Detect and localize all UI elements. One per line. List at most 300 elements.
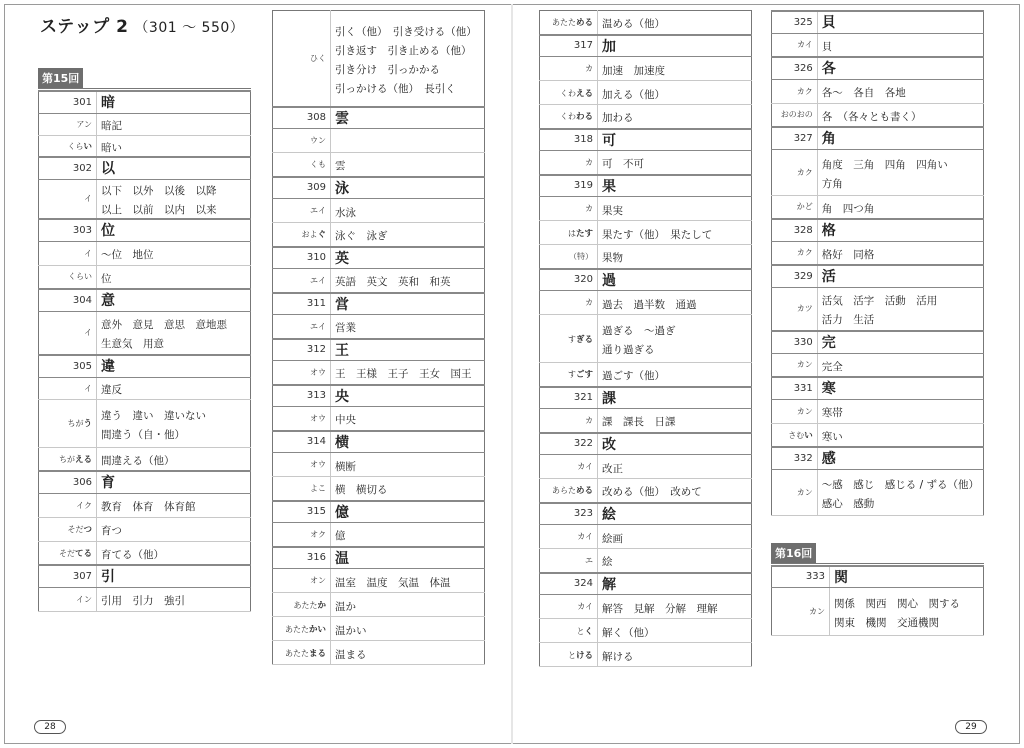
reading-cell bbox=[39, 241, 97, 265]
example-line: 王 王様 王子 王女 国王 bbox=[335, 368, 472, 381]
reading-row bbox=[540, 57, 752, 81]
reading: イ bbox=[84, 383, 92, 393]
reading-row bbox=[772, 149, 984, 195]
okurigana: まる bbox=[308, 648, 326, 659]
reading: くも bbox=[310, 159, 326, 169]
kanji-entry-header bbox=[772, 219, 984, 241]
reading: くわ bbox=[559, 112, 576, 122]
lesson-label: 第16回 bbox=[771, 543, 816, 563]
reading-row bbox=[772, 353, 984, 377]
example-words bbox=[97, 377, 251, 399]
example-words bbox=[331, 523, 485, 547]
kanji-entry-header bbox=[772, 331, 984, 353]
example-line: 各～ 各自 各地 bbox=[821, 87, 906, 99]
kanji-number: 319 bbox=[540, 175, 598, 197]
kanji-number: 329 bbox=[772, 265, 818, 287]
reading: イク bbox=[76, 500, 92, 510]
page-number-left: 28 bbox=[34, 720, 66, 734]
reading-row bbox=[273, 153, 485, 177]
reading-cell bbox=[273, 453, 331, 477]
reading-row bbox=[540, 151, 752, 175]
reading-cell bbox=[772, 149, 818, 195]
reading-row bbox=[273, 523, 485, 547]
example-line: 過去 過半数 通過 bbox=[602, 298, 697, 311]
example-words bbox=[598, 363, 752, 387]
reading: エ bbox=[585, 555, 593, 565]
kanji-entry-header bbox=[39, 471, 251, 493]
kanji-column-3 bbox=[539, 10, 752, 667]
reading: カ bbox=[585, 204, 593, 213]
example-line: 格好 同格 bbox=[821, 248, 875, 261]
reading: かど bbox=[796, 202, 813, 212]
kanji-character: 以 bbox=[97, 157, 251, 179]
reading-row bbox=[273, 407, 485, 431]
reading-row bbox=[39, 265, 251, 289]
kanji-character: 横 bbox=[331, 431, 485, 453]
reading-cell bbox=[273, 477, 331, 501]
example-words bbox=[598, 479, 752, 503]
example-words bbox=[331, 569, 485, 593]
kanji-number: 309 bbox=[273, 177, 331, 199]
reading: アン bbox=[76, 119, 92, 129]
kanji-number: 313 bbox=[273, 385, 331, 407]
example-words bbox=[97, 241, 251, 265]
okurigana: か bbox=[317, 600, 326, 611]
example-line: 引き分け 引っかかる bbox=[335, 63, 440, 76]
reading-cell bbox=[772, 353, 818, 377]
reading: さむ bbox=[788, 430, 805, 440]
example-words bbox=[817, 353, 983, 377]
reading-cell bbox=[39, 179, 97, 219]
example-line: 引用 引力 強引 bbox=[101, 595, 185, 607]
kanji-entry-header bbox=[540, 433, 752, 455]
reading-cell bbox=[540, 409, 598, 433]
example-words bbox=[97, 265, 251, 289]
reading: そだ bbox=[67, 525, 84, 534]
kanji-column-2 bbox=[272, 10, 485, 665]
kanji-number: 325 bbox=[772, 11, 818, 33]
reading-cell bbox=[772, 79, 818, 103]
reading-row bbox=[540, 643, 752, 667]
okurigana: える bbox=[74, 454, 92, 465]
example-line: 過ごす（他） bbox=[602, 370, 665, 383]
kanji-table bbox=[771, 10, 984, 516]
kanji-character: 格 bbox=[817, 219, 983, 241]
reading-cell bbox=[540, 81, 598, 105]
reading-row bbox=[39, 493, 251, 517]
example-words bbox=[817, 33, 983, 57]
example-line bbox=[335, 139, 480, 143]
reading: オク bbox=[310, 529, 326, 539]
reading: イン bbox=[76, 594, 92, 604]
kanji-entry-header bbox=[273, 431, 485, 453]
reading-cell bbox=[273, 617, 331, 641]
kanji-entry-header bbox=[39, 91, 251, 113]
reading: あたた bbox=[284, 648, 309, 658]
reading: オウ bbox=[310, 367, 326, 377]
reading-cell bbox=[540, 363, 598, 387]
reading-row bbox=[39, 113, 251, 135]
reading-cell bbox=[540, 105, 598, 129]
kanji-number: 315 bbox=[273, 501, 331, 523]
reading-cell bbox=[540, 245, 598, 269]
kanji-entry-header bbox=[39, 289, 251, 311]
example-line: 生意気 用意 bbox=[101, 338, 164, 351]
reading-cell bbox=[273, 641, 331, 665]
page-number-right: 29 bbox=[955, 720, 987, 734]
reading-cell bbox=[273, 11, 331, 107]
example-line: 育てる（他） bbox=[101, 548, 164, 561]
okurigana: ける bbox=[575, 650, 593, 661]
reading-cell bbox=[772, 399, 818, 423]
example-line: 活力 生活 bbox=[821, 314, 875, 327]
kanji-character: 完 bbox=[817, 331, 983, 353]
kanji-number: 322 bbox=[540, 433, 598, 455]
example-words bbox=[97, 113, 251, 135]
kanji-entry-header bbox=[273, 339, 485, 361]
example-line: 果物 bbox=[602, 252, 623, 265]
kanji-character: 営 bbox=[331, 293, 485, 315]
reading: カン bbox=[796, 487, 813, 497]
example-line: 過ぎる ～過ぎ bbox=[602, 325, 676, 337]
example-line: 間違う（自・他） bbox=[101, 428, 185, 441]
example-line: 果実 bbox=[602, 204, 623, 217]
kanji-character: 解 bbox=[598, 573, 752, 595]
reading-cell bbox=[772, 33, 818, 57]
reading-cell bbox=[772, 195, 818, 219]
okurigana: い bbox=[83, 141, 92, 152]
reading: あらた bbox=[551, 486, 576, 496]
reading: カイ bbox=[577, 462, 593, 471]
reading: と bbox=[567, 650, 576, 660]
reading-row bbox=[273, 269, 485, 293]
kanji-character: 寒 bbox=[817, 377, 983, 399]
kanji-number: 320 bbox=[540, 269, 598, 291]
reading-row bbox=[39, 377, 251, 399]
reading-cell bbox=[39, 135, 97, 157]
reading-row bbox=[540, 197, 752, 221]
reading: カ bbox=[585, 298, 593, 307]
reading-row bbox=[273, 199, 485, 223]
book-spine bbox=[511, 4, 513, 744]
reading-row bbox=[540, 479, 752, 503]
reading: カ bbox=[585, 157, 593, 167]
example-line: 温まる bbox=[335, 648, 367, 661]
example-line: 引く（他） 引き受ける（他） bbox=[335, 25, 477, 38]
reading: と bbox=[576, 626, 585, 636]
reading-row bbox=[39, 587, 251, 611]
reading-row bbox=[273, 223, 485, 247]
reading-row bbox=[540, 81, 752, 105]
example-line: 加わる bbox=[602, 112, 634, 125]
kanji-character: 泳 bbox=[331, 177, 485, 199]
example-words bbox=[331, 11, 485, 107]
kanji-column-1 bbox=[38, 67, 251, 612]
example-words bbox=[598, 525, 752, 549]
example-words bbox=[598, 643, 752, 667]
okurigana: てる bbox=[74, 548, 92, 559]
kanji-number: 323 bbox=[540, 503, 598, 525]
example-words bbox=[97, 447, 251, 471]
reading-cell bbox=[273, 129, 331, 153]
reading-row bbox=[39, 399, 251, 447]
kanji-column-4 bbox=[771, 10, 984, 636]
example-words bbox=[331, 315, 485, 339]
example-line: 中央 bbox=[335, 414, 356, 427]
example-line: 温か bbox=[335, 600, 356, 613]
kanji-character: 億 bbox=[331, 501, 485, 523]
example-words bbox=[598, 549, 752, 573]
reading-row bbox=[273, 569, 485, 593]
example-line: 改正 bbox=[602, 462, 623, 475]
example-line: ～感 感じ 感じる / ずる（他） bbox=[821, 478, 979, 491]
example-line: 解ける bbox=[602, 650, 634, 663]
kanji-entry-header bbox=[540, 35, 752, 57]
example-line: 寒い bbox=[821, 430, 843, 443]
kanji-number: 333 bbox=[772, 566, 830, 588]
kanji-number: 307 bbox=[39, 565, 97, 587]
okurigana: える bbox=[575, 88, 593, 99]
example-words bbox=[598, 595, 752, 619]
reading: カ bbox=[585, 64, 593, 73]
lesson-label: 第15回 bbox=[38, 68, 83, 88]
example-line: 貝 bbox=[821, 40, 833, 53]
example-words bbox=[817, 195, 983, 219]
reading-row bbox=[39, 311, 251, 355]
kanji-number: 310 bbox=[273, 247, 331, 269]
kanji-character: 意 bbox=[97, 289, 251, 311]
kanji-character: 関 bbox=[830, 566, 984, 588]
reading: ウン bbox=[310, 136, 326, 145]
reading-cell bbox=[39, 311, 97, 355]
example-words bbox=[97, 587, 251, 611]
example-line: 関東 機関 交通機関 bbox=[834, 617, 939, 629]
example-line: 英語 英文 英和 和英 bbox=[335, 276, 451, 289]
reading-cell bbox=[772, 588, 830, 636]
reading-cell bbox=[39, 447, 97, 471]
reading-cell bbox=[540, 11, 598, 35]
reading: おのおの bbox=[780, 110, 813, 120]
example-line: 位 bbox=[101, 272, 112, 285]
example-words bbox=[97, 399, 251, 447]
reading: カン bbox=[796, 406, 813, 416]
reading-row bbox=[540, 363, 752, 387]
reading-row bbox=[273, 11, 485, 107]
example-line: 温める（他） bbox=[602, 18, 665, 31]
reading: （特） bbox=[569, 251, 593, 261]
reading: そだ bbox=[58, 548, 75, 558]
reading-cell bbox=[39, 493, 97, 517]
reading: カイ bbox=[797, 40, 813, 50]
kanji-entry-header bbox=[273, 547, 485, 569]
example-line: 絵 bbox=[602, 556, 613, 569]
example-words bbox=[331, 453, 485, 477]
reading-cell bbox=[39, 399, 97, 447]
example-line: 泳ぐ 泳ぎ bbox=[335, 230, 388, 243]
kanji-character: 王 bbox=[331, 339, 485, 361]
kanji-number: 306 bbox=[39, 471, 97, 493]
example-line: 育つ bbox=[101, 525, 122, 537]
reading-row bbox=[540, 245, 752, 269]
example-line: 感心 感動 bbox=[821, 497, 875, 510]
example-line: 果たす（他） 果たして bbox=[602, 228, 713, 241]
kanji-character: 活 bbox=[817, 265, 983, 287]
example-words bbox=[97, 179, 251, 219]
example-words bbox=[598, 291, 752, 315]
kanji-entry-header bbox=[273, 385, 485, 407]
reading: エイ bbox=[310, 206, 326, 215]
example-words bbox=[331, 361, 485, 385]
kanji-character: 果 bbox=[598, 175, 752, 197]
example-words bbox=[331, 129, 485, 153]
example-line: 可 不可 bbox=[602, 158, 644, 171]
reading-row bbox=[540, 619, 752, 643]
reading-cell bbox=[273, 523, 331, 547]
example-line: 水泳 bbox=[335, 206, 356, 219]
okurigana: つ bbox=[83, 525, 92, 535]
kanji-character: 暗 bbox=[97, 91, 251, 113]
reading: くら bbox=[67, 141, 84, 151]
reading-cell bbox=[540, 549, 598, 573]
example-line: 引き返す 引き止める（他） bbox=[335, 44, 472, 57]
reading-row bbox=[273, 361, 485, 385]
example-words bbox=[817, 149, 983, 195]
lesson-header bbox=[771, 542, 984, 564]
kanji-character: 感 bbox=[817, 447, 983, 469]
kanji-character: 英 bbox=[331, 247, 485, 269]
reading-cell bbox=[772, 287, 818, 331]
kanji-character: 各 bbox=[817, 57, 983, 79]
example-words bbox=[97, 541, 251, 565]
reading-row bbox=[772, 33, 984, 57]
example-line: 寒帯 bbox=[821, 407, 843, 419]
reading: エイ bbox=[310, 321, 326, 331]
example-words bbox=[817, 423, 983, 447]
reading-row bbox=[273, 617, 485, 641]
okurigana: める bbox=[575, 486, 593, 497]
step-range: （301 ～ 550） bbox=[134, 20, 245, 36]
okurigana: ぐ bbox=[317, 230, 326, 241]
example-words bbox=[817, 241, 983, 265]
kanji-entry-header bbox=[540, 503, 752, 525]
example-line: 温室 温度 気温 体温 bbox=[335, 576, 451, 589]
kanji-number: 331 bbox=[772, 377, 818, 399]
example-line: 億 bbox=[335, 530, 346, 543]
reading-cell bbox=[540, 479, 598, 503]
reading-cell bbox=[772, 103, 818, 127]
kanji-character: 絵 bbox=[598, 503, 752, 525]
example-words bbox=[598, 81, 752, 105]
kanji-entry-header bbox=[540, 573, 752, 595]
reading-cell bbox=[540, 455, 598, 479]
reading-row bbox=[273, 129, 485, 153]
example-words bbox=[97, 493, 251, 517]
example-words bbox=[598, 409, 752, 433]
reading-cell bbox=[273, 199, 331, 223]
reading-cell bbox=[540, 595, 598, 619]
reading-cell bbox=[39, 587, 97, 611]
example-line: 暗い bbox=[101, 141, 122, 154]
reading-row bbox=[540, 291, 752, 315]
kanji-character: 雲 bbox=[331, 107, 485, 129]
example-words bbox=[331, 641, 485, 665]
reading: よこ bbox=[310, 483, 326, 493]
lesson-header bbox=[38, 67, 251, 89]
okurigana: い bbox=[804, 430, 813, 441]
kanji-number: 330 bbox=[772, 331, 818, 353]
example-line: 方角 bbox=[821, 177, 843, 190]
reading-row bbox=[772, 423, 984, 447]
reading: は bbox=[567, 228, 576, 238]
kanji-number: 314 bbox=[273, 431, 331, 453]
reading-cell bbox=[540, 619, 598, 643]
kanji-number: 321 bbox=[540, 387, 598, 409]
kanji-number: 327 bbox=[772, 127, 818, 149]
kanji-table bbox=[272, 10, 485, 665]
example-line: 角 四つ角 bbox=[821, 202, 875, 215]
reading-row bbox=[273, 477, 485, 501]
reading: カン bbox=[796, 360, 813, 370]
example-words bbox=[817, 399, 983, 423]
reading: あたた bbox=[284, 624, 309, 634]
example-words bbox=[598, 455, 752, 479]
example-words bbox=[331, 153, 485, 177]
reading-row bbox=[273, 641, 485, 665]
example-words bbox=[331, 269, 485, 293]
kanji-character: 温 bbox=[331, 547, 485, 569]
kanji-entry-header bbox=[273, 293, 485, 315]
kanji-entry-header bbox=[540, 129, 752, 151]
kanji-entry-header bbox=[772, 57, 984, 79]
reading-row bbox=[540, 221, 752, 245]
example-line: 通り過ぎる bbox=[602, 344, 655, 356]
reading-row bbox=[39, 179, 251, 219]
step-title: ステップ 2 bbox=[40, 17, 129, 37]
example-line: ～位 地位 bbox=[101, 249, 154, 261]
kanji-character: 貝 bbox=[817, 11, 983, 33]
reading-row bbox=[772, 399, 984, 423]
kanji-character: 違 bbox=[97, 355, 251, 377]
reading: ちが bbox=[67, 419, 84, 428]
okurigana: ごす bbox=[575, 370, 593, 381]
example-words bbox=[97, 517, 251, 541]
reading: オウ bbox=[310, 413, 326, 423]
reading-cell bbox=[273, 569, 331, 593]
example-line: 雲 bbox=[335, 160, 346, 173]
reading-row bbox=[273, 453, 485, 477]
example-words bbox=[598, 221, 752, 245]
reading-cell bbox=[39, 541, 97, 565]
reading-cell bbox=[39, 517, 97, 541]
example-line: 違う 違い 違いない bbox=[101, 409, 206, 422]
reading-row bbox=[39, 241, 251, 265]
reading: あたた bbox=[293, 600, 318, 610]
kanji-entry-header bbox=[273, 177, 485, 199]
kanji-character: 位 bbox=[97, 219, 251, 241]
reading: カイ bbox=[577, 532, 593, 541]
reading-cell bbox=[273, 315, 331, 339]
okurigana: たす bbox=[575, 228, 593, 239]
reading-cell bbox=[772, 241, 818, 265]
example-words bbox=[598, 245, 752, 269]
reading: あたた bbox=[551, 18, 576, 28]
reading-row bbox=[540, 315, 752, 363]
reading-row bbox=[39, 135, 251, 157]
step-heading bbox=[40, 12, 244, 37]
okurigana: かい bbox=[308, 624, 326, 635]
reading-cell bbox=[39, 265, 97, 289]
reading-row bbox=[772, 103, 984, 127]
